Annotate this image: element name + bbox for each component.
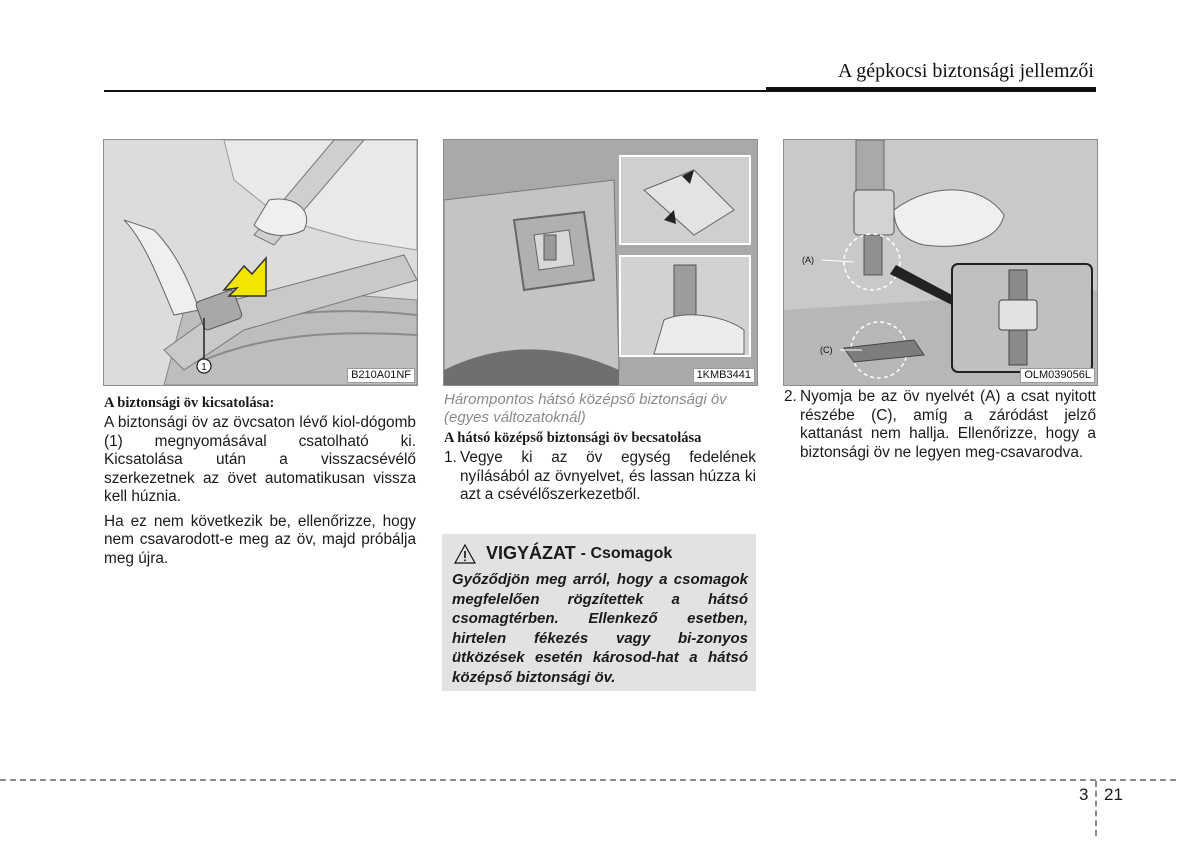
column-right [784, 388, 1096, 462]
figure-caption: Hárompontos hátsó középső biztonsági öv (egyes változatoknál) [444, 391, 727, 426]
footer-dashed-divider [1095, 781, 1097, 836]
callout-1: 1 [201, 362, 207, 373]
warning-header [454, 543, 672, 564]
step-number: 2. [784, 388, 797, 405]
footer-dashed-rule [0, 779, 1176, 781]
label-a: (A) [802, 255, 814, 265]
warning-body: Győződjön meg arról, hogy a csomagok megfelelően rögzítettek a hátsó csomagtérben. Ellenkező esetben, hirtelen fékezés vagy bi-zonyos ütközések esetén károsod-hat a hátsó középső biztonsági öv. [452, 571, 748, 686]
chapter-number: 3 [1079, 785, 1089, 804]
warning-subject: - Csomagok [580, 544, 673, 562]
figure-code: 1KMB3441 [693, 368, 755, 383]
figure-code: OLM039056L [1020, 368, 1095, 383]
step-text: Vegye ki az öv egység fedelének nyílásából az övnyelvet, és lassan húzza ki azt a csévélőszerkezetből. [460, 449, 756, 503]
label-c: (C) [820, 345, 833, 355]
section-heading: A hátsó középső biztonsági öv becsatolása [444, 430, 702, 446]
step-text: Nyomja be az öv nyelvét (A) a csat nyitott részébe (C), amíg a záródást jelző kattanást nem hallja. Ellenőrizze, hogy a biztonsági öv ne legyen meg-csavarodva. [800, 388, 1096, 461]
figure-belt-buckle-insert [783, 139, 1098, 386]
section-heading: A biztonsági öv kicsatolása: [104, 395, 275, 411]
warning-word: VIGYÁZAT [486, 543, 576, 563]
warning-box [442, 534, 756, 691]
warning-triangle-icon [454, 544, 476, 564]
belt-buckle-illustration [784, 140, 1097, 385]
paragraph: A biztonsági öv az övcsaton lévő kiol-dógomb (1) megnyomásával csatolható ki. Kicsatolása után a visszacsévélő szerkezetnek az övet automatikusan vissza kell húznia. [104, 414, 416, 505]
running-header-title: A gépkocsi biztonsági jellemzői [837, 60, 1094, 82]
step-item [784, 388, 1096, 462]
seatbelt-release-illustration [104, 140, 417, 385]
step-number: 1. [444, 449, 457, 466]
step-item [444, 449, 756, 505]
column-left [104, 394, 416, 568]
paragraph: Ha ez nem következik be, ellenőrizze, hogy nem csavarodott-e meg az öv, majd próbálja meg újra. [104, 512, 416, 567]
rear-belt-cover-illustration [444, 140, 757, 385]
column-middle [444, 391, 756, 505]
figure-code: B210A01NF [347, 368, 415, 383]
page-number: 21 [1104, 785, 1123, 804]
header-rule-accent [766, 87, 1096, 92]
figure-seatbelt-release [103, 139, 418, 386]
figure-rear-center-belt [443, 139, 758, 386]
